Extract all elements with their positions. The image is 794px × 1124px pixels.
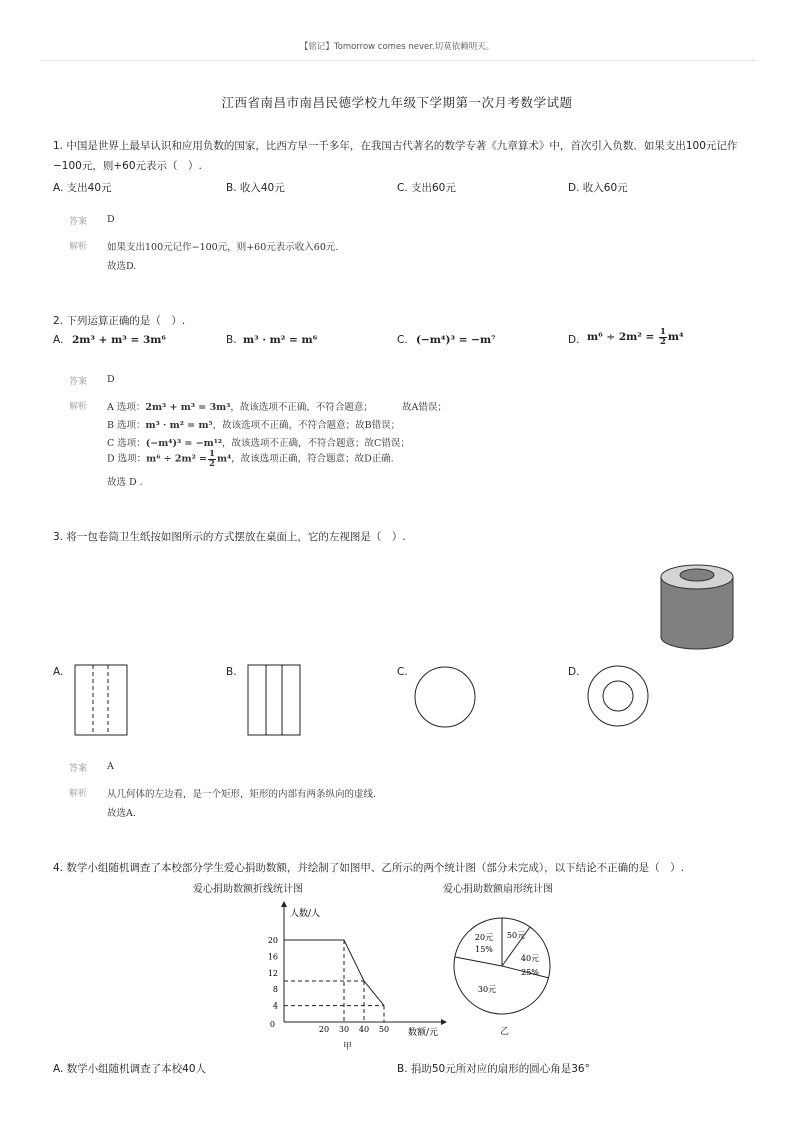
q1-option-a: A. 支出40元 xyxy=(53,182,112,194)
y-axis-label: 人数/人 xyxy=(290,909,321,919)
q2-option-b-letter: B. xyxy=(226,334,237,346)
analysis-tail: 故B错误； xyxy=(355,420,401,431)
q2-option-c: (−m⁴)³ = −m⁷ xyxy=(416,334,496,346)
q2-option-d xyxy=(587,328,684,346)
y-tick-label: 16 xyxy=(267,952,278,962)
q1-stem-line1: 1. 中国是世界上最早认识和应用负数的国家，比西方早一千多年，在我国古代著名的数学专著《九章算术》中，首次引入负数．如果支出100元记作 xyxy=(53,140,738,152)
analysis-text: ，故该选项正确，符合题意；故D正确. xyxy=(231,453,394,465)
q3-option-a-figure xyxy=(73,662,129,738)
y-tick-label: 12 xyxy=(267,968,278,978)
q1-analysis-line1: 如果支出100元记作−100元，则+60元表示收入60元. xyxy=(107,242,339,253)
fraction-denominator: 2 xyxy=(209,458,215,469)
q3-answer: A xyxy=(107,761,114,772)
analysis-prefix: A 选项： xyxy=(107,402,146,413)
pie-slice-20-boundary xyxy=(455,957,502,966)
pie-slice-20-percent: 15% xyxy=(475,945,493,954)
origin-label: 0 xyxy=(269,1020,275,1029)
q2-stem: 2. 下列运算正确的是（ ）. xyxy=(53,315,186,327)
analysis-math: 2m³ + m³ = 3m³ xyxy=(145,402,231,413)
q2-option-a: 2m³ + m³ = 3m⁶ xyxy=(72,334,166,346)
pie-slice-30-label: 30元 xyxy=(477,985,497,994)
analysis-math: m³ · m² = m⁵ xyxy=(145,420,213,431)
analysis-prefix: B 选项： xyxy=(107,420,146,431)
q2-option-d-fraction xyxy=(659,328,667,346)
q2-option-d-letter: D. xyxy=(568,334,580,346)
q2-option-c-letter: C. xyxy=(397,334,408,346)
q3-analysis-label: 解析 xyxy=(69,789,88,799)
q3-option-d-letter: D. xyxy=(568,666,580,678)
q4-option-a: A. 数学小组随机调查了本校40人 xyxy=(53,1063,207,1075)
q4-stem: 4. 数学小组随机调查了本校部分学生爱心捐助数额，并绘制了如图甲、乙所示的两个统计图（部分未完成），以下结论不正确的是（ ）. xyxy=(53,862,684,874)
q3-option-d-figure xyxy=(586,662,652,732)
analysis-text: ，故该选项不正确，不符合题意； xyxy=(212,420,356,431)
toilet-paper-roll-figure xyxy=(655,555,739,655)
pie-chart-caption: 乙 xyxy=(500,1027,510,1037)
fraction-denominator: 2 xyxy=(659,336,666,347)
q1-analysis-line2: 故选D. xyxy=(107,261,137,272)
q2-analysis-label: 解析 xyxy=(69,402,88,412)
q3-option-b-letter: B. xyxy=(226,666,237,678)
q3-analysis-line2: 故选A. xyxy=(107,808,136,819)
q2-conclusion: 故选 D . xyxy=(107,477,143,488)
q2-analysis-a-tail: 故A错误； xyxy=(402,402,447,413)
x-tick-label: 40 xyxy=(358,1025,370,1034)
donation-line-chart xyxy=(250,900,450,1050)
q1-option-c: C. 支出60元 xyxy=(397,182,456,194)
q2-analysis-c xyxy=(107,435,410,449)
y-tick-label: 20 xyxy=(267,936,278,945)
pie-slice-50-label: 50元 xyxy=(506,931,526,940)
q2-analysis-b xyxy=(107,417,400,431)
analysis-prefix: C 选项： xyxy=(107,438,146,449)
q1-option-b: B. 收入40元 xyxy=(226,182,285,194)
q3-option-a-letter: A. xyxy=(53,666,64,678)
x-tick-label: 20 xyxy=(318,1025,330,1034)
q1-stem-line2: −100元，则+60元表示（ ）. xyxy=(53,160,202,172)
x-tick-label: 50 xyxy=(378,1025,390,1034)
page-title: 江西省南昌市南昌民德学校九年级下学期第一次月考数学试题 xyxy=(221,95,573,110)
q3-analysis-line1: 从几何体的左边看，是一个矩形，矩形的内部有两条纵向的虚线. xyxy=(107,789,377,800)
y-tick-label: 4 xyxy=(272,1001,278,1011)
q2-option-a-letter: A. xyxy=(53,334,64,346)
fraction-numerator: 1 xyxy=(209,449,215,459)
series-line xyxy=(284,940,384,1006)
q3-option-c-figure xyxy=(414,664,478,730)
fraction-numerator: 1 xyxy=(659,327,666,337)
analysis-prefix: D 选项： xyxy=(107,453,147,465)
q2-answer: D xyxy=(107,374,115,385)
q1-analysis-label: 解析 xyxy=(69,242,88,252)
q1-answer-label: 答案 xyxy=(69,217,88,227)
q3-answer-label: 答案 xyxy=(69,764,88,774)
y-tick-label: 8 xyxy=(272,985,278,995)
analysis-math: m⁶ ÷ 2m² = xyxy=(146,453,208,465)
x-axis-label: 数额/元 xyxy=(408,1028,439,1038)
analysis-math: (−m⁴)³ = −m¹² xyxy=(145,438,223,449)
q2-option-b: m³ · m² = m⁶ xyxy=(243,334,318,346)
analysis-math-post: m⁴ xyxy=(216,453,232,465)
pie-chart-title: 爱心捐助数额扇形统计图 xyxy=(443,884,553,895)
q3-option-c-letter: C. xyxy=(397,666,408,678)
q3-stem: 3. 将一包卷筒卫生纸按如图所示的方式摆放在桌面上，它的左视图是（ ）. xyxy=(53,531,406,543)
line-chart-title: 爱心捐助数额折线统计图 xyxy=(193,884,303,895)
analysis-fraction xyxy=(208,450,216,468)
analysis-text: ，故该选项不正确，不符合题意； xyxy=(230,402,373,413)
analysis-tail: 故C错误； xyxy=(364,438,410,449)
q2-answer-label: 答案 xyxy=(69,377,88,387)
q2-option-d-pre: m⁶ ÷ 2m² = xyxy=(587,331,655,343)
page-motto: 【铭记】Tomorrow comes never.切莫依赖明天。 xyxy=(299,42,495,52)
line-chart-caption: 甲 xyxy=(343,1042,353,1052)
pie-slice-40-percent: 25% xyxy=(521,968,539,977)
q3-option-b-figure xyxy=(246,662,302,738)
q2-analysis-a xyxy=(107,399,373,413)
q2-option-d-post: m⁴ xyxy=(667,331,684,343)
x-tick-label: 30 xyxy=(338,1025,350,1034)
analysis-text: ，故该选项不正确，不符合题意； xyxy=(222,438,365,449)
q1-option-d: D. 收入60元 xyxy=(568,182,628,194)
q1-answer: D xyxy=(107,214,115,225)
pie-slice-40-label: 40元 xyxy=(520,954,540,963)
q2-analysis-d xyxy=(107,450,394,468)
pie-slice-20-label: 20元 xyxy=(474,933,494,942)
q4-option-b: B. 捐助50元所对应的扇形的圆心角是36° xyxy=(397,1063,590,1075)
header-divider xyxy=(40,60,756,61)
donation-pie-chart xyxy=(450,914,554,1018)
